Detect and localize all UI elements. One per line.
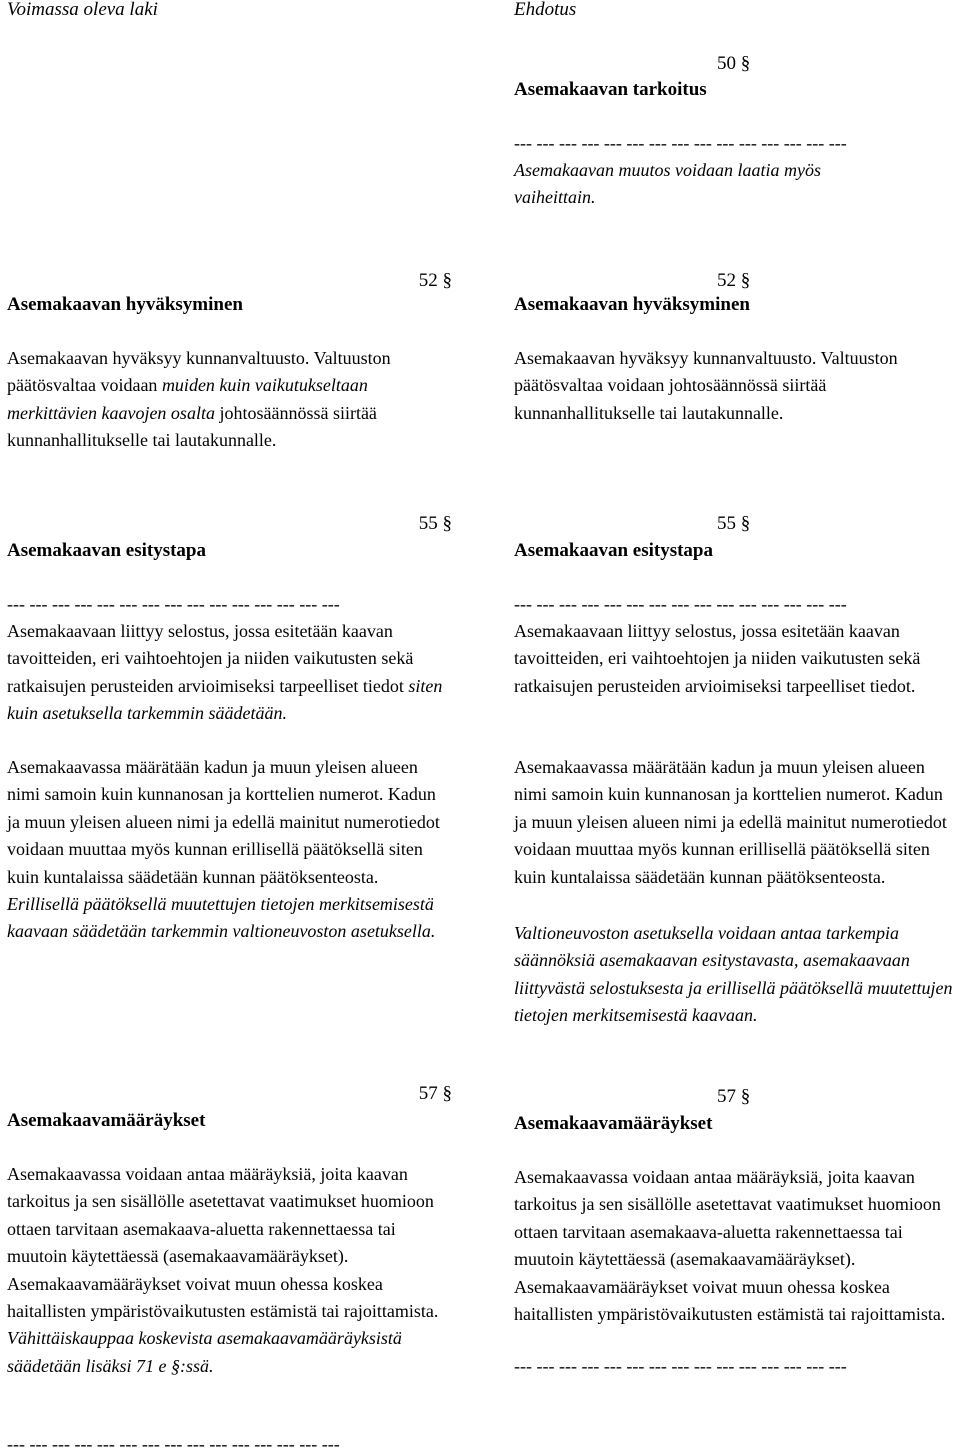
right-s55-paragraph-3: Valtioneuvoston asetuksella voidaan antaa tarkempia säännöksiä asemakaavan esitystavasta, asemakaavaan liittyvästä selostuksesta ja erillisellä päätöksellä muutettujen tietojen merkitsemisestä kaavaan. bbox=[514, 923, 953, 1026]
section-number: 52 bbox=[717, 270, 736, 291]
section-number: 52 bbox=[418, 270, 438, 291]
section-symbol: § bbox=[442, 513, 452, 534]
text-italic-amendment: siten kuin asetuksella tarkemmin säädetään. bbox=[7, 675, 443, 724]
right-s50-number bbox=[717, 53, 777, 75]
omitted-text-dashes: --- --- --- --- --- --- --- --- --- --- --- --- --- --- --- bbox=[514, 1356, 847, 1376]
omitted-text-dashes: --- --- --- --- --- --- --- --- --- --- --- --- --- --- --- bbox=[514, 133, 847, 153]
text-normal: Asemakaavan hyväksyy kunnanvaltuusto. Valtuuston päätösvaltaa voidaan bbox=[7, 348, 391, 396]
left-s55-number bbox=[7, 513, 452, 535]
left-s52-title: Asemakaavan hyväksyminen bbox=[7, 294, 243, 315]
section-symbol: § bbox=[442, 270, 452, 291]
left-s55-paragraph-1 bbox=[7, 618, 452, 728]
left-s57-number bbox=[7, 1083, 452, 1105]
left-s52-text bbox=[7, 345, 452, 455]
omitted-text-dashes: --- --- --- --- --- --- --- --- --- --- --- --- --- --- --- bbox=[514, 594, 847, 614]
right-s55-paragraph-1: Asemakaavaan liittyy selostus, jossa esitetään kaavan tavoitteiden, eri vaihtoehtojen ja niiden vaikutusten sekä ratkaisujen perusteiden arvioimiseksi tarpeelliset tiedot. bbox=[514, 621, 921, 696]
right-s50-title: Asemakaavan tarkoitus bbox=[514, 79, 707, 100]
section-number: 55 bbox=[717, 513, 736, 534]
section-symbol: § bbox=[442, 1083, 452, 1104]
left-s55-title: Asemakaavan esitystapa bbox=[7, 540, 206, 561]
text-normal: Asemakaavassa määrätään kadun ja muun yleisen alueen nimi samoin kuin kunnanosan ja korttelien numerot. Kadun ja muun yleisen alueen nimi ja edellä mainitut numerotiedot voidaan muuttaa myös kunnan erillisellä päätöksellä siten kuin kuntalaissa säädetään kunnan päätöksenteosta. bbox=[7, 757, 440, 887]
right-s52-text: Asemakaavan hyväksyy kunnanvaltuusto. Valtuuston päätösvaltaa voidaan johtosäännössä siirtää kunnanhallitukselle tai lautakunnalle. bbox=[514, 348, 898, 423]
section-symbol: § bbox=[740, 1086, 751, 1107]
right-s52-title: Asemakaavan hyväksyminen bbox=[514, 294, 750, 315]
section-symbol: § bbox=[740, 53, 751, 74]
section-number: 55 bbox=[418, 513, 438, 534]
right-s57-number bbox=[717, 1086, 777, 1108]
text-normal: Asemakaavaan liittyy selostus, jossa esitetään kaavan tavoitteiden, eri vaihtoehtojen ja niiden vaikutusten sekä ratkaisujen perusteiden arvioimiseksi tarpeelliset tiedot bbox=[7, 621, 414, 696]
right-s57-text: Asemakaavassa voidaan antaa määräyksiä, joita kaavan tarkoitus ja sen sisällölle asetettavat vaatimukset huomioon ottaen tarvitaan asemakaava-aluetta rakennettaessa tai muutoin käytettäessä (asemakaavamääräykset). Asemakaavamääräykset voivat muun ohessa koskea haitallisten ympäristövaikutusten estämistä tai rajoittamista. bbox=[514, 1167, 946, 1325]
omitted-text-dashes: --- --- --- --- --- --- --- --- --- --- --- --- --- --- --- bbox=[7, 1434, 340, 1454]
left-s52-number bbox=[7, 270, 452, 292]
text-normal: Asemakaavassa voidaan antaa määräyksiä, joita kaavan tarkoitus ja sen sisällölle asetettavat vaatimukset huomioon ottaen tarvitaan asemakaava-aluetta rakennettaessa tai muutoin käytettäessä (asemakaavamääräykset). Asemakaavamääräykset voivat muun ohessa koskea haitallisten ympäristövaikutusten estämistä tai rajoittamista. bbox=[7, 1164, 439, 1322]
left-s57-title: Asemakaavamääräykset bbox=[7, 1110, 206, 1131]
right-s57-title: Asemakaavamääräykset bbox=[514, 1113, 713, 1134]
section-number: 57 bbox=[717, 1086, 736, 1107]
right-s55-number bbox=[717, 513, 777, 535]
section-symbol: § bbox=[740, 513, 751, 534]
left-s57-text bbox=[7, 1161, 452, 1380]
right-s50-text: Asemakaavan muutos voidaan laatia myös vaiheittain. bbox=[514, 160, 821, 208]
omitted-text-dashes: --- --- --- --- --- --- --- --- --- --- --- --- --- --- --- bbox=[7, 594, 340, 614]
text-italic-amendment: muiden kuin vaikutukseltaan merkittävien kaavojen osalta bbox=[7, 375, 368, 423]
section-number: 57 bbox=[418, 1083, 438, 1104]
section-symbol: § bbox=[740, 270, 751, 291]
right-s55-paragraph-2: Asemakaavassa määrätään kadun ja muun yleisen alueen nimi samoin kuin kunnanosan ja korttelien numerot. Kadun ja muun yleisen alueen nimi ja edellä mainitut numerotiedot voidaan muuttaa myös kunnan erillisellä päätöksellä siten kuin kuntalaissa säädetään kunnan päätöksenteosta. bbox=[514, 757, 947, 887]
text-italic-amendment: Vähittäiskauppaa koskevista asemakaavamääräyksistä säädetään lisäksi 71 e §:ssä. bbox=[7, 1328, 402, 1376]
left-s55-paragraph-2 bbox=[7, 754, 452, 946]
text-normal: johtosäännössä siirtää kunnanhallitukselle tai lautakunnalle. bbox=[7, 402, 377, 451]
section-number: 50 bbox=[717, 53, 736, 74]
right-s55-title: Asemakaavan esitystapa bbox=[514, 540, 713, 561]
right-s52-number bbox=[717, 270, 777, 292]
left-column-header: Voimassa oleva laki bbox=[7, 0, 158, 20]
text-italic-amendment: Erillisellä päätöksellä muutettujen tietojen merkitsemisestä kaavaan säädetään tarkemmin valtioneuvoston asetuksella. bbox=[7, 894, 436, 942]
right-column-header: Ehdotus bbox=[514, 0, 577, 20]
